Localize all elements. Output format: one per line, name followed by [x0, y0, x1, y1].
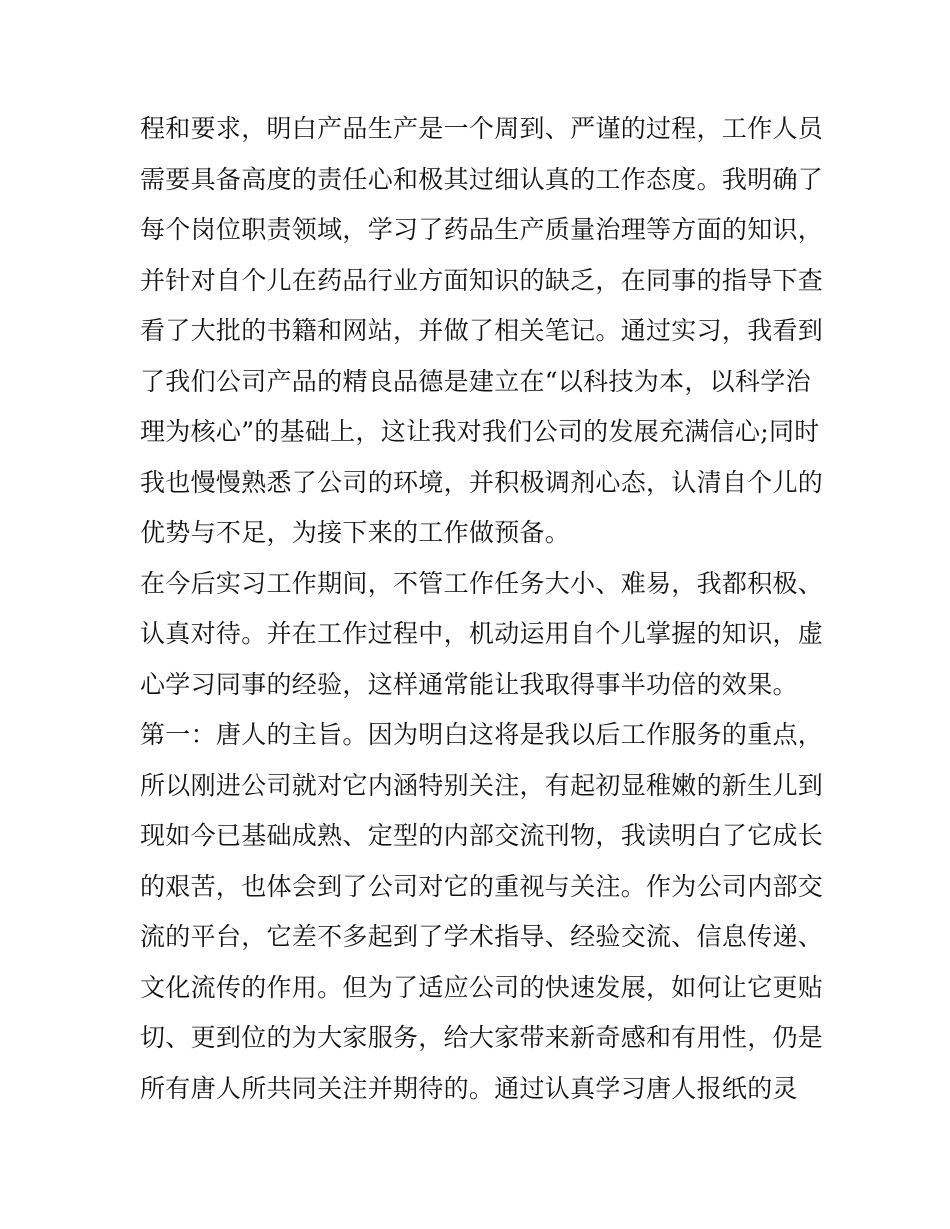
body-text — [140, 104, 830, 1114]
text-line-11: 认真对待。并在工作过程中，机动运用自个儿掌握的知识，虚 — [140, 619, 824, 648]
text-line-13: 第一：唐人的主旨。因为明白这将是我以后工作服务的重点， — [140, 720, 824, 749]
text-line-9: 优势与不足，为接下来的工作做预备。 — [140, 518, 571, 547]
text-line-19: 切、更到位的为大家服务，给大家带来新奇感和有用性，仍是 — [140, 1023, 824, 1052]
text-line-14: 所以刚进公司就对它内涵特别关注，有起初显稚嫩的新生儿到 — [140, 770, 824, 800]
text-line-5: 看了大批的书籍和网站，并做了相关笔记。通过实习，我看到 — [140, 316, 824, 345]
text-line-6: 了我们公司产品的精良品德是建立在“以科技为本，以科学治 — [140, 366, 811, 396]
text-line-4: 并针对自个儿在药品行业方面知识的缺乏，在同事的指导下查 — [140, 265, 824, 295]
text-line-3: 每个岗位职责领域，学习了药品生产质量治理等方面的知识， — [140, 215, 824, 244]
text-line-10: 在今后实习工作期间，不管工作任务大小、难易，我都积极、 — [140, 568, 824, 598]
text-line-12: 心学习同事的经验，这样通常能让我取得事半功倍的效果。 — [140, 669, 798, 699]
text-line-1: 程和要求，明白产品生产是一个周到、严谨的过程，工作人员 — [140, 114, 824, 143]
text-line-15: 现如今已基础成熟、定型的内部交流刊物，我读明白了它成长 — [140, 821, 824, 850]
text-line-7: 理为核心”的基础上，这让我对我们公司的发展充满信心;同时 — [140, 417, 820, 446]
text-line-20: 所有唐人所共同关注并期待的。通过认真学习唐人报纸的灵 — [140, 1073, 798, 1103]
text-line-17: 流的平台，它差不多起到了学术指导、经验交流、信息传递、 — [140, 922, 824, 951]
text-line-16: 的艰苦，也体会到了公司对它的重视与关注。作为公司内部交 — [140, 871, 824, 901]
text-line-2: 需要具备高度的责任心和极其过细认真的工作态度。我明确了 — [140, 164, 824, 194]
text-line-18: 文化流传的作用。但为了适应公司的快速发展，如何让它更贴 — [140, 972, 824, 1002]
text-line-8: 我也慢慢熟悉了公司的环境，并积极调剂心态，认清自个儿的 — [140, 467, 824, 497]
